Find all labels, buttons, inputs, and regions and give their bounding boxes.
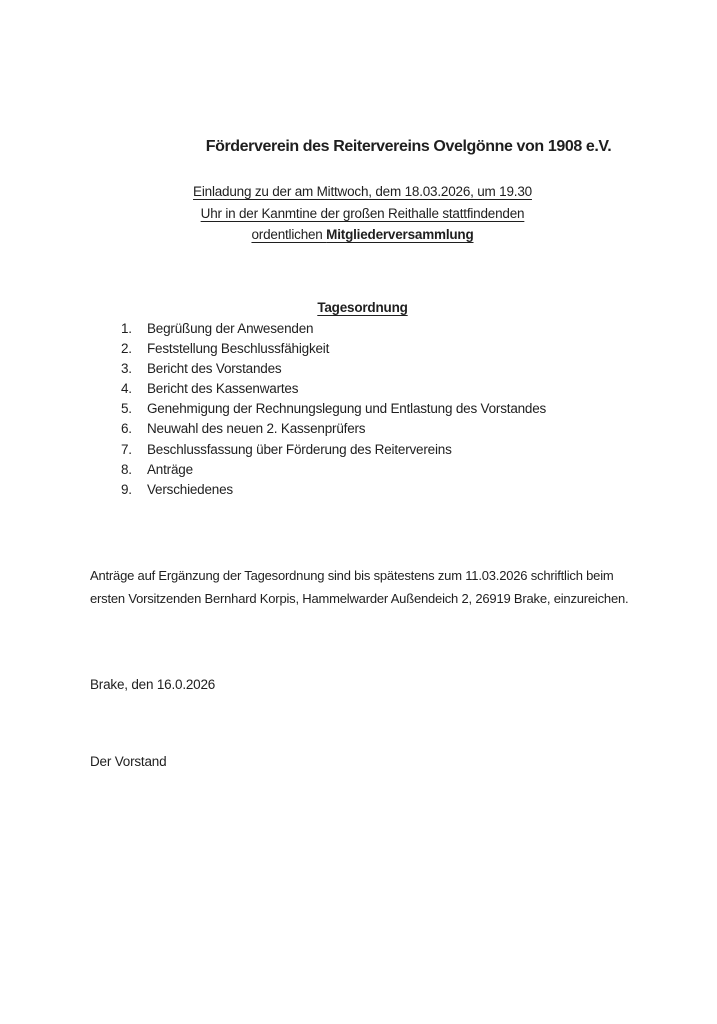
agenda-item-text: Feststellung Beschlussfähigkeit: [147, 341, 330, 357]
agenda-item-number: 8.: [121, 461, 132, 477]
agenda-item: [121, 480, 546, 500]
agenda-item: [121, 319, 546, 339]
agenda-item: [121, 399, 546, 419]
agenda-item-text: Verschiedenes: [147, 481, 233, 497]
agenda-item-text: Bericht des Vorstandes: [147, 361, 282, 377]
agenda-item-number: 7.: [121, 441, 132, 457]
document-title: Förderverein des Reitervereins Ovelgönne von 1908 e.V.: [205, 138, 612, 155]
agenda-item-number: 6.: [121, 421, 132, 437]
amendment-note: [90, 564, 628, 610]
agenda-item-text: Anträge: [147, 461, 193, 477]
amendment-note-line-1: Anträge auf Ergänzung der Tagesordnung sind bis spätestens zum 11.03.2026 schriftlich beim: [90, 568, 614, 583]
agenda-item-number: 9.: [121, 481, 132, 497]
agenda-item: [121, 440, 546, 460]
place-date-line: Brake, den 16.0.2026: [90, 677, 216, 692]
agenda-item-text: Genehmigung der Rechnungslegung und Entlastung des Vorstandes: [147, 401, 547, 417]
agenda-item-number: 1.: [121, 321, 132, 336]
agenda-item-number: 5.: [121, 401, 132, 417]
agenda-item-text: Begrüßung der Anwesenden: [147, 321, 314, 336]
invitation-line-2: Uhr in der Kanmtine der großen Reithalle stattfindenden: [200, 205, 525, 221]
agenda-item-number: 4.: [121, 381, 132, 397]
agenda-item-number: 2.: [121, 341, 132, 357]
agenda-heading: Tagesordnung: [317, 300, 408, 315]
agenda-item-text: Neuwahl des neuen 2. Kassenprüfers: [147, 421, 366, 437]
agenda-item: [121, 379, 546, 399]
agenda-item-text: Bericht des Kassenwartes: [147, 381, 299, 397]
agenda-item-text: Beschlussfassung über Förderung des Reitervereins: [147, 441, 452, 457]
invitation-block: [90, 181, 635, 246]
agenda-item-number: 3.: [121, 361, 132, 377]
invitation-line-3: [90, 224, 635, 246]
agenda-list: [121, 319, 546, 500]
agenda-item: [121, 359, 546, 379]
invitation-line-3-normal: ordentlichen: [251, 227, 327, 243]
agenda-item: [121, 460, 546, 480]
invitation-line-1: Einladung zu der am Mittwoch, dem 18.03.2026, um 19.30: [193, 184, 532, 199]
signature-line: Der Vorstand: [90, 754, 167, 769]
agenda-item: [121, 339, 546, 359]
amendment-note-line-2: ersten Vorsitzenden Bernhard Korpis, Hammelwarder Außendeich 2, 26919 Brake, einzureichen.: [90, 591, 629, 606]
invitation-line-3-bold: Mitgliederversammlung: [326, 227, 474, 243]
agenda-item: [121, 419, 546, 439]
